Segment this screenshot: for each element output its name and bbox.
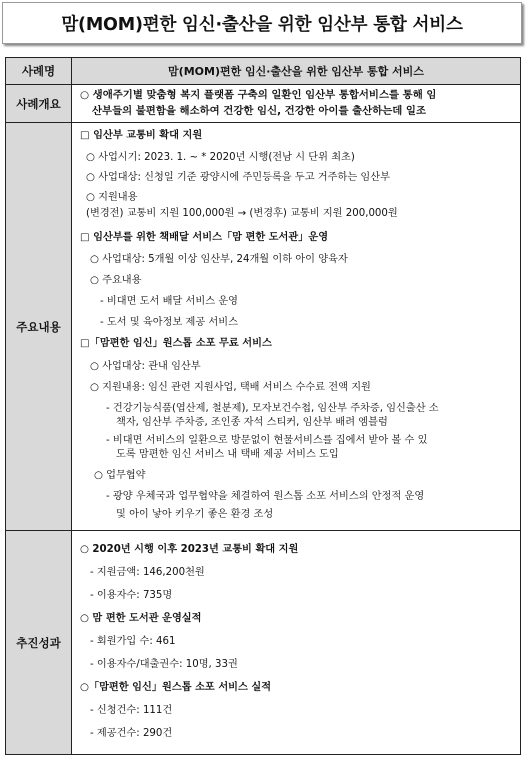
section-1-target: ○ 사업대상: 신청일 기준 광양시에 주민등록을 두고 거주하는 임산부 — [86, 172, 390, 183]
section-1-support-heading: ○ 지원내용 — [86, 192, 138, 203]
section-3-title: □「맘편한 임신」원스톱 소포 무료 서비스 — [80, 338, 272, 349]
section-3-agreement-line-2: 및 아이 낳아 키우기 좋은 환경 조성 — [116, 509, 274, 520]
section-3-item-1-line-1: - 건강기능식품(엽산제, 철분제), 모자보건수첩, 임산부 주차증, 임신출산 소 — [106, 403, 439, 414]
result-2-members: - 회원가입 수: 461 — [90, 636, 176, 647]
section-1-period: ○ 사업시기: 2023. 1. ~ * 2020년 시행(전남 시 단위 최초) — [86, 152, 355, 163]
overview-label: 사례개요 — [6, 85, 72, 122]
result-1-title: ○ 2020년 시행 이후 2023년 교통비 확대 지원 — [80, 544, 299, 555]
results-row — [6, 530, 520, 754]
results-content — [72, 531, 520, 754]
case-table — [5, 57, 521, 755]
section-1-support-detail: (변경전) 교통비 지원 100,000원 → (변경후) 교통비 지원 200,000원 — [86, 208, 398, 219]
section-2-item-2: - 도서 및 육아정보 제공 서비스 — [100, 317, 238, 328]
section-1-title: □ 임산부 교통비 확대 지원 — [80, 130, 203, 141]
result-3-provided: - 제공건수: 290건 — [90, 728, 173, 739]
main-label: 주요내용 — [6, 123, 72, 530]
result-2-loans: - 이용자수/대출권수: 10명, 33권 — [90, 659, 238, 670]
result-1-amount: - 지원금액: 146,200천원 — [90, 567, 205, 578]
results-label: 추진성과 — [6, 531, 72, 754]
result-1-users: - 이용자수: 735명 — [90, 590, 173, 601]
section-3-item-2-line-2: 도록 맘편한 임신 서비스 내 택배 제공 서비스 도입 — [116, 449, 339, 460]
header-label: 사례명 — [6, 58, 72, 84]
main-content-row — [6, 122, 520, 530]
section-3-item-1-line-2: 책자, 임산부 주차증, 조인종 자석 스티커, 임산부 배려 엠블럼 — [116, 417, 388, 428]
section-2-target: ○ 사업대상: 5개월 이상 임산부, 24개월 이하 아이 양육자 — [90, 254, 348, 265]
section-2-title: □ 임산부를 위한 책배달 서비스「맘 편한 도서관」운영 — [80, 232, 329, 243]
overview-content — [72, 85, 520, 122]
section-3-target: ○ 사업대상: 관내 임산부 — [90, 361, 201, 372]
table-header-row — [6, 58, 520, 84]
overview-row — [6, 84, 520, 122]
result-2-title: ○ 맘 편한 도서관 운영실적 — [80, 613, 202, 624]
header-value: 맘(MOM)편한 임신·출산을 위한 임산부 통합 서비스 — [72, 58, 520, 84]
section-3-item-2-line-1: - 비대면 서비스의 일환으로 방문없이 현물서비스를 집에서 받아 볼 수 있 — [106, 435, 428, 446]
section-3-support: ○ 지원내용: 임신 관련 지원사업, 택배 서비스 수수료 전액 지원 — [90, 382, 371, 393]
section-2-content-heading: ○ 주요내용 — [90, 275, 142, 286]
document-title: 맘(MOM)편한 임신·출산을 위한 임산부 통합 서비스 — [2, 2, 522, 44]
result-3-applications: - 신청건수: 111건 — [90, 705, 173, 716]
section-2-item-1: - 비대면 도서 배달 서비스 운영 — [100, 296, 238, 307]
overview-line-1: ○ 생애주기별 맞춤형 복지 플랫폼 구축의 일환인 임산부 통합서비스를 통해 임 — [80, 89, 437, 101]
section-3-agreement-heading: ○ 업무협약 — [94, 470, 146, 481]
main-content — [72, 123, 520, 530]
result-3-title: ○「맘편한 임신」원스톱 소포 서비스 실적 — [80, 682, 272, 693]
section-3-agreement-line-1: - 광양 우체국과 업무협약을 체결하여 원스톱 소포 서비스의 안정적 운영 — [106, 491, 425, 502]
overview-line-2: 산부들의 불편함을 해소하여 건강한 임신, 건강한 아이를 출산하는데 일조 — [92, 105, 427, 117]
